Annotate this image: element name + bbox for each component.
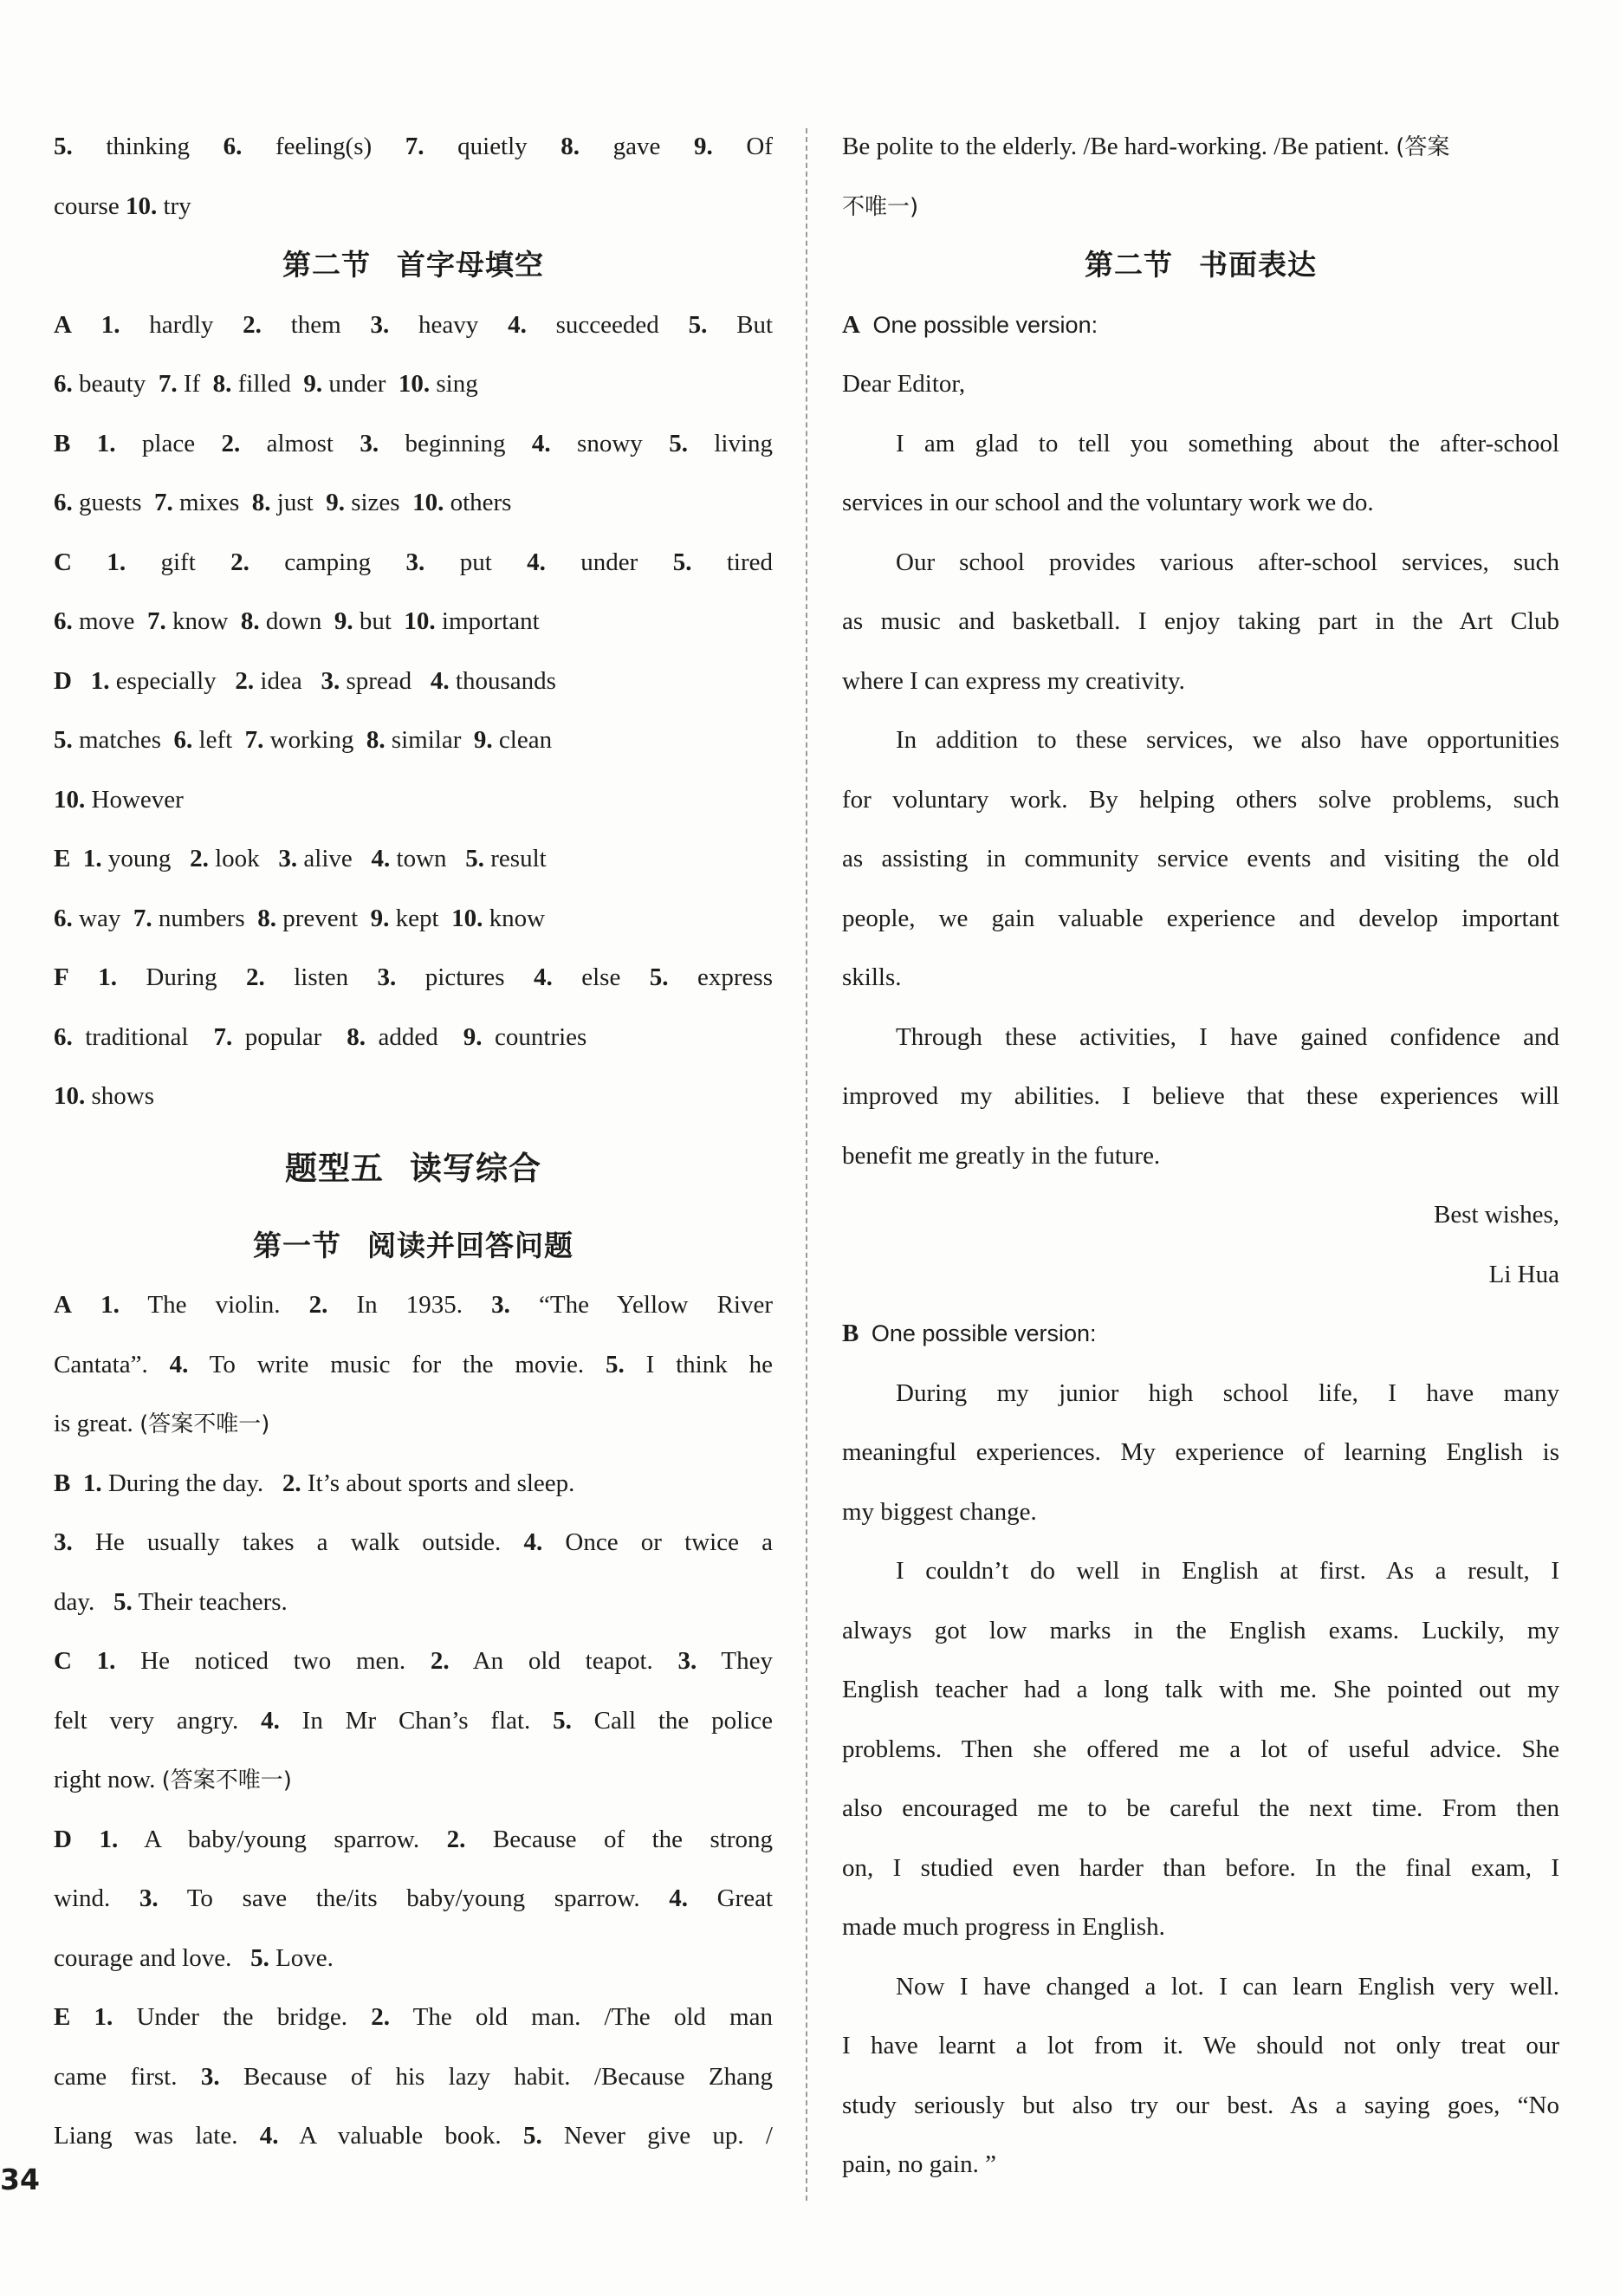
right-text-line: pain, no gain. ” — [842, 2150, 996, 2178]
right-text-line: Best wishes, — [1434, 1201, 1559, 1229]
right-text-line: on, I studied even harder than before. In the final exam, I — [842, 1853, 1559, 1882]
right-text-line: In addition to these services, we also have opportunities — [896, 726, 1559, 754]
right-text-line: I am glad to tell you something about the after-school — [896, 429, 1559, 457]
left-text-line: E 1. Under the bridge. 2. The old man. /The old man — [54, 2003, 773, 2031]
left-text-line: 3. He usually takes a walk outside. 4. Once or twice a — [54, 1528, 774, 1556]
right-text-line: benefit me greatly in the future. — [842, 1141, 1161, 1170]
right-text-line: I have learnt a lot from it. We should not only treat our — [842, 2032, 1559, 2059]
part-heading — [54, 1131, 773, 1221]
section-heading — [842, 240, 1559, 300]
left-text-line: 6. way 7. numbers 8. prevent 9. kept 10. know — [54, 904, 546, 932]
column-divider — [806, 128, 807, 2201]
right-text-line: people, we gain valuable experience and develop important — [842, 904, 1559, 932]
left-text-line: A 1. hardly 2. them 3. heavy 4. succeeded 5. But — [54, 310, 774, 339]
right-text-line: improved my abilities. I believe that these experiences will — [842, 1082, 1559, 1110]
heading-title: 读写综合 — [410, 1149, 541, 1187]
right-column — [842, 121, 1559, 2199]
left-text-line: B 1. During the day. 2. It’s about sports and sleep. — [54, 1469, 575, 1497]
section-heading — [54, 240, 773, 300]
left-text-line: came first. 3. Because of his lazy habit. /Because Zhang — [54, 2062, 773, 2091]
left-text-line: felt very angry. 4. In Mr Chan’s flat. 5. Call the police — [54, 1706, 773, 1735]
left-text-line: courage and love. 5. Love. — [54, 1943, 334, 1972]
heading-number: 题型五 — [285, 1149, 384, 1187]
right-text-line: study seriously but also try our best. As a saying goes, “No — [842, 2091, 1559, 2119]
right-text-line: A One possible version: — [842, 310, 1098, 339]
heading-title: 书面表达 — [1199, 248, 1317, 282]
left-text-line: C 1. gift 2. camping 3. put 4. under 5. tired — [54, 548, 773, 576]
left-text-line: wind. 3. To save the/its baby/young sparrow. 4. Great — [54, 1884, 773, 1912]
heading-number: 第二节 — [282, 248, 371, 282]
right-text-line: Through these activities, I have gained confidence and — [896, 1022, 1559, 1051]
left-text-line: Cantata”. 4. To write music for the movie. 5. I think he — [54, 1350, 773, 1378]
left-text-line: A 1. The violin. 2. In 1935. 3. “The Yellow River — [54, 1291, 774, 1319]
right-text-line: Dear Editor, — [842, 370, 966, 398]
right-text-line: skills. — [842, 963, 902, 991]
left-column — [54, 121, 773, 2170]
left-text-line: 6. traditional 7. popular 8. added 9. countries — [54, 1022, 587, 1051]
heading-title: 首字母填空 — [397, 248, 544, 282]
left-text-line: E 1. young 2. look 3. alive 4. town 5. result — [54, 845, 547, 872]
left-text-line: right now. (答案不唯一) — [54, 1766, 292, 1793]
right-text-line: Be polite to the elderly. /Be hard-working. /Be patient. (答案 — [842, 133, 1450, 160]
right-text-line: During my junior high school life, I have many — [896, 1378, 1559, 1407]
right-text-line: I couldn’t do well in English at first. As a result, I — [896, 1557, 1559, 1585]
right-text-line: Li Hua — [1488, 1260, 1559, 1288]
left-text-line: 5. thinking 6. feeling(s) 7. quietly 8. gave 9. Of — [54, 133, 773, 160]
right-text-line: always got low marks in the English exams. Luckily, my — [842, 1616, 1559, 1644]
left-text-line: Liang was late. 4. A valuable book. 5. Never give up. / — [54, 2122, 773, 2150]
heading-number: 第一节 — [253, 1228, 341, 1262]
left-text-line: course 10. try — [54, 191, 191, 220]
heading-title: 阅读并回答问题 — [367, 1228, 573, 1262]
left-text-line: day. 5. Their teachers. — [54, 1587, 288, 1616]
page-number: 34 — [0, 2163, 40, 2196]
right-text-line: my biggest change. — [842, 1497, 1037, 1526]
right-text-line: Our school provides various after-school services, such — [896, 548, 1559, 576]
right-text-line: B One possible version: — [842, 1320, 1097, 1347]
left-text-line: is great. (答案不唯一) — [54, 1410, 270, 1437]
right-text-line: meaningful experiences. My experience of learning English is — [842, 1438, 1559, 1466]
left-text-line: 6. move 7. know 8. down 9. but 10. important — [54, 607, 540, 635]
left-text-line: B 1. place 2. almost 3. beginning 4. snowy 5. living — [54, 429, 774, 457]
left-text-line: 6. guests 7. mixes 8. just 9. sizes 10. others — [54, 489, 512, 516]
section-heading — [54, 1221, 773, 1281]
right-text-line: as assisting in community service events and visiting the old — [842, 845, 1559, 872]
left-text-line: C 1. He noticed two men. 2. An old teapot. 3. They — [54, 1647, 774, 1675]
right-text-line: made much progress in English. — [842, 1913, 1165, 1941]
right-text-line: where I can express my creativity. — [842, 666, 1185, 695]
left-text-line: F 1. During 2. listen 3. pictures 4. else 5. express — [54, 963, 773, 991]
right-text-line: Now I have changed a lot. I can learn English very well. — [896, 1972, 1559, 2001]
right-text-line: English teacher had a long talk with me. She pointed out my — [842, 1676, 1559, 1703]
left-text-line: D 1. A baby/young sparrow. 2. Because of the strong — [54, 1825, 774, 1853]
right-text-line: services in our school and the voluntary work we do. — [842, 489, 1374, 516]
left-text-line: 10. However — [54, 785, 184, 814]
left-text-line: 5. matches 6. left 7. working 8. similar 9. clean — [54, 726, 553, 754]
right-text-line: also encouraged me to be careful the next time. From then — [842, 1794, 1559, 1822]
left-text-line: D 1. especially 2. idea 3. spread 4. thousands — [54, 666, 556, 695]
left-text-line: 6. beauty 7. If 8. filled 9. under 10. sing — [54, 370, 478, 398]
right-text-line: 不唯一) — [842, 193, 919, 220]
right-text-line: for voluntary work. By helping others solve problems, such — [842, 785, 1559, 814]
right-text-line: problems. Then she offered me a lot of useful advice. She — [842, 1735, 1559, 1763]
left-text-line: 10. shows — [54, 1082, 155, 1110]
right-text-line: as music and basketball. I enjoy taking part in the Art Club — [842, 607, 1559, 635]
heading-number: 第二节 — [1085, 248, 1173, 282]
